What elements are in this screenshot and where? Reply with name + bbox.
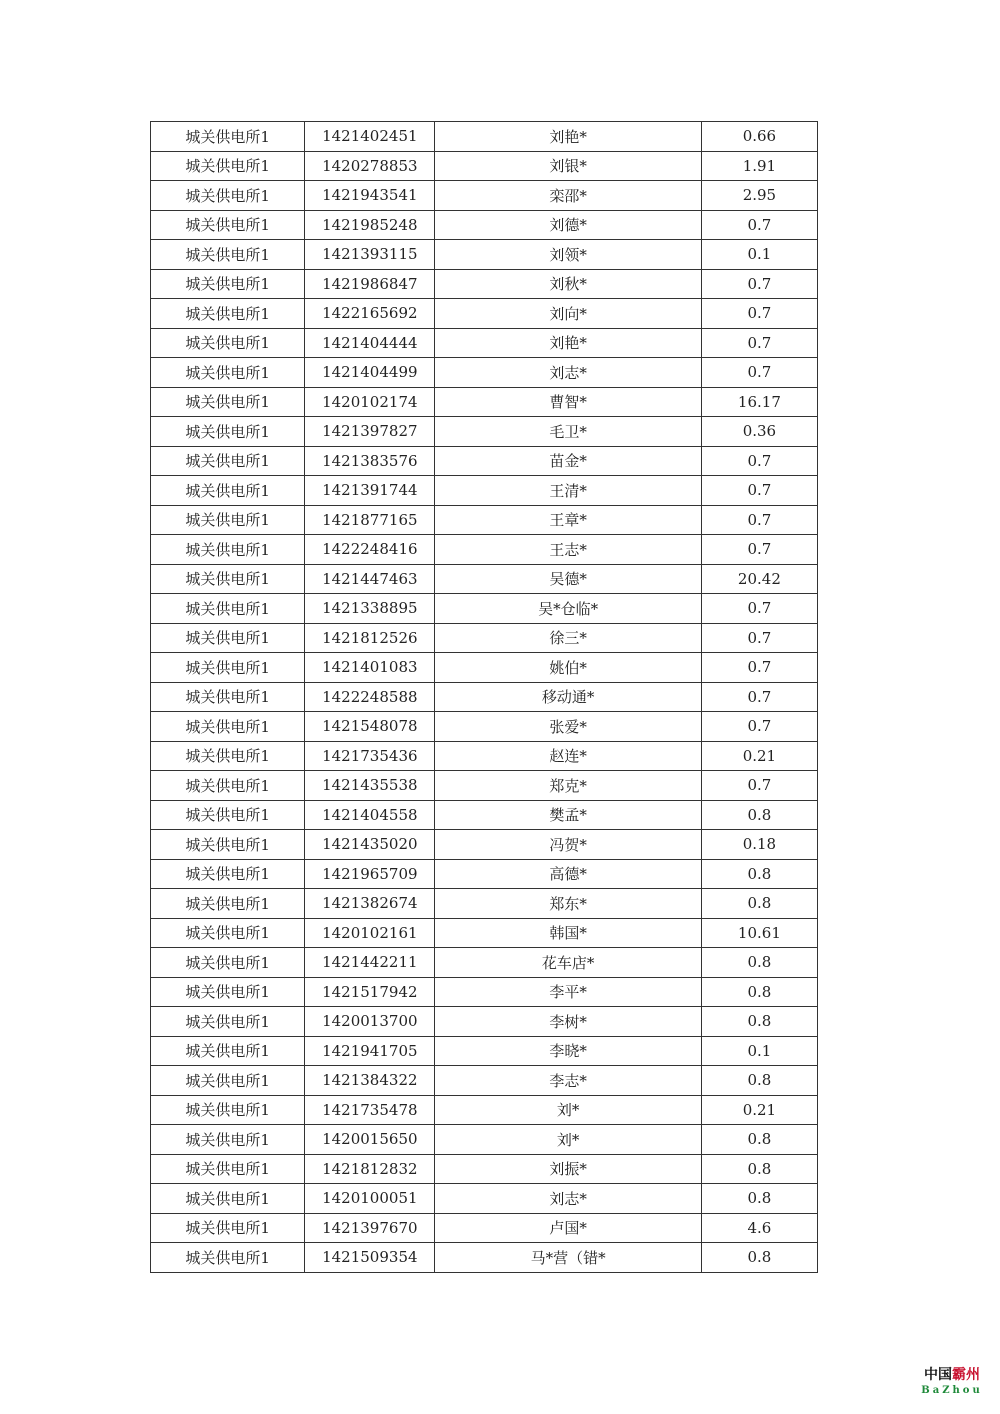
value-cell: 0.8 — [701, 977, 817, 1007]
value-cell: 0.1 — [701, 1036, 817, 1066]
value-cell: 0.36 — [701, 417, 817, 447]
station-cell: 城关供电所1 — [151, 181, 305, 211]
station-cell: 城关供电所1 — [151, 446, 305, 476]
account-cell: 1421735478 — [305, 1095, 435, 1125]
watermark-cn-part2: 霸州 — [952, 1367, 980, 1383]
table-row — [151, 741, 818, 771]
account-cell: 1421812832 — [305, 1154, 435, 1184]
account-cell: 1421397827 — [305, 417, 435, 447]
value-cell: 0.7 — [701, 446, 817, 476]
station-cell: 城关供电所1 — [151, 240, 305, 270]
value-cell: 0.18 — [701, 830, 817, 860]
station-cell: 城关供电所1 — [151, 122, 305, 152]
station-cell: 城关供电所1 — [151, 1007, 305, 1037]
account-cell: 1421943541 — [305, 181, 435, 211]
table-row — [151, 240, 818, 270]
table-row — [151, 151, 818, 181]
name-cell: 郑克* — [435, 771, 701, 801]
table-body — [151, 122, 818, 1273]
account-cell: 1421435020 — [305, 830, 435, 860]
station-cell: 城关供电所1 — [151, 948, 305, 978]
name-cell: 刘德* — [435, 210, 701, 240]
value-cell: 4.6 — [701, 1213, 817, 1243]
value-cell: 0.7 — [701, 771, 817, 801]
value-cell: 0.8 — [701, 1243, 817, 1273]
station-cell: 城关供电所1 — [151, 859, 305, 889]
account-cell: 1421517942 — [305, 977, 435, 1007]
value-cell: 20.42 — [701, 564, 817, 594]
station-cell: 城关供电所1 — [151, 387, 305, 417]
value-cell: 0.7 — [701, 328, 817, 358]
name-cell: 刘秋* — [435, 269, 701, 299]
table-row — [151, 181, 818, 211]
table-row — [151, 1154, 818, 1184]
table-row — [151, 948, 818, 978]
value-cell: 0.66 — [701, 122, 817, 152]
account-cell: 1420102161 — [305, 918, 435, 948]
data-table — [150, 121, 818, 1273]
table-row — [151, 387, 818, 417]
name-cell: 吴*仓临* — [435, 594, 701, 624]
station-cell: 城关供电所1 — [151, 977, 305, 1007]
table-row — [151, 535, 818, 565]
account-cell: 1422248416 — [305, 535, 435, 565]
name-cell: 王志* — [435, 535, 701, 565]
value-cell: 0.8 — [701, 1184, 817, 1214]
value-cell: 10.61 — [701, 918, 817, 948]
account-cell: 1421402451 — [305, 122, 435, 152]
account-cell: 1420015650 — [305, 1125, 435, 1155]
station-cell: 城关供电所1 — [151, 1066, 305, 1096]
name-cell: 刘艳* — [435, 122, 701, 152]
table-row — [151, 889, 818, 919]
name-cell: 毛卫* — [435, 417, 701, 447]
value-cell: 0.8 — [701, 948, 817, 978]
station-cell: 城关供电所1 — [151, 564, 305, 594]
account-cell: 1421404499 — [305, 358, 435, 388]
name-cell: 马*营（错* — [435, 1243, 701, 1273]
table-row — [151, 918, 818, 948]
station-cell: 城关供电所1 — [151, 1184, 305, 1214]
value-cell: 0.8 — [701, 800, 817, 830]
station-cell: 城关供电所1 — [151, 712, 305, 742]
station-cell: 城关供电所1 — [151, 151, 305, 181]
name-cell: 栾邵* — [435, 181, 701, 211]
account-cell: 1421384322 — [305, 1066, 435, 1096]
account-cell: 1421548078 — [305, 712, 435, 742]
table-row — [151, 653, 818, 683]
value-cell: 0.8 — [701, 1154, 817, 1184]
station-cell: 城关供电所1 — [151, 800, 305, 830]
value-cell: 0.8 — [701, 1066, 817, 1096]
name-cell: 韩国* — [435, 918, 701, 948]
value-cell: 0.7 — [701, 594, 817, 624]
name-cell: 刘* — [435, 1125, 701, 1155]
value-cell: 16.17 — [701, 387, 817, 417]
value-cell: 0.8 — [701, 1007, 817, 1037]
watermark-logo — [920, 1364, 984, 1396]
value-cell: 0.21 — [701, 741, 817, 771]
table-row — [151, 594, 818, 624]
account-cell: 1421404444 — [305, 328, 435, 358]
station-cell: 城关供电所1 — [151, 653, 305, 683]
station-cell: 城关供电所1 — [151, 476, 305, 506]
table-row — [151, 1066, 818, 1096]
station-cell: 城关供电所1 — [151, 417, 305, 447]
watermark-cn-part1: 中国 — [924, 1367, 952, 1383]
station-cell: 城关供电所1 — [151, 1243, 305, 1273]
station-cell: 城关供电所1 — [151, 741, 305, 771]
table-row — [151, 1213, 818, 1243]
account-cell: 1421812526 — [305, 623, 435, 653]
station-cell: 城关供电所1 — [151, 210, 305, 240]
name-cell: 刘* — [435, 1095, 701, 1125]
account-cell: 1421965709 — [305, 859, 435, 889]
account-cell: 1420102174 — [305, 387, 435, 417]
account-cell: 1421509354 — [305, 1243, 435, 1273]
name-cell: 李平* — [435, 977, 701, 1007]
name-cell: 吴德* — [435, 564, 701, 594]
table-row — [151, 712, 818, 742]
account-cell: 1422248588 — [305, 682, 435, 712]
name-cell: 移动通* — [435, 682, 701, 712]
table-row — [151, 358, 818, 388]
name-cell: 李树* — [435, 1007, 701, 1037]
value-cell: 0.7 — [701, 210, 817, 240]
account-cell: 1421735436 — [305, 741, 435, 771]
account-cell: 1421877165 — [305, 505, 435, 535]
station-cell: 城关供电所1 — [151, 771, 305, 801]
value-cell: 2.95 — [701, 181, 817, 211]
table-row — [151, 1007, 818, 1037]
account-cell: 1421382674 — [305, 889, 435, 919]
name-cell: 刘向* — [435, 299, 701, 329]
account-cell: 1421941705 — [305, 1036, 435, 1066]
name-cell: 刘领* — [435, 240, 701, 270]
name-cell: 樊孟* — [435, 800, 701, 830]
value-cell: 0.8 — [701, 889, 817, 919]
name-cell: 刘志* — [435, 1184, 701, 1214]
table-row — [151, 476, 818, 506]
table-row — [151, 1243, 818, 1273]
table-row — [151, 977, 818, 1007]
account-cell: 1421397670 — [305, 1213, 435, 1243]
table-row — [151, 859, 818, 889]
account-cell: 1421442211 — [305, 948, 435, 978]
account-cell: 1421985248 — [305, 210, 435, 240]
watermark-cn — [920, 1364, 984, 1384]
account-cell: 1421404558 — [305, 800, 435, 830]
account-cell: 1420278853 — [305, 151, 435, 181]
value-cell: 0.7 — [701, 653, 817, 683]
account-cell: 1421435538 — [305, 771, 435, 801]
value-cell: 0.7 — [701, 269, 817, 299]
name-cell: 花车店* — [435, 948, 701, 978]
account-cell: 1421338895 — [305, 594, 435, 624]
account-cell: 1422165692 — [305, 299, 435, 329]
station-cell: 城关供电所1 — [151, 328, 305, 358]
table-row — [151, 623, 818, 653]
value-cell: 0.7 — [701, 299, 817, 329]
station-cell: 城关供电所1 — [151, 1125, 305, 1155]
name-cell: 刘艳* — [435, 328, 701, 358]
value-cell: 0.8 — [701, 859, 817, 889]
table-row — [151, 682, 818, 712]
table-row — [151, 830, 818, 860]
station-cell: 城关供电所1 — [151, 623, 305, 653]
station-cell: 城关供电所1 — [151, 1036, 305, 1066]
table-row — [151, 1036, 818, 1066]
station-cell: 城关供电所1 — [151, 682, 305, 712]
table-row — [151, 771, 818, 801]
station-cell: 城关供电所1 — [151, 505, 305, 535]
station-cell: 城关供电所1 — [151, 299, 305, 329]
table-row — [151, 328, 818, 358]
value-cell: 1.91 — [701, 151, 817, 181]
name-cell: 刘银* — [435, 151, 701, 181]
table-row — [151, 299, 818, 329]
name-cell: 张爱* — [435, 712, 701, 742]
name-cell: 李志* — [435, 1066, 701, 1096]
value-cell: 0.1 — [701, 240, 817, 270]
station-cell: 城关供电所1 — [151, 830, 305, 860]
station-cell: 城关供电所1 — [151, 1213, 305, 1243]
name-cell: 冯贺* — [435, 830, 701, 860]
name-cell: 徐三* — [435, 623, 701, 653]
name-cell: 曹智* — [435, 387, 701, 417]
table-row — [151, 122, 818, 152]
value-cell: 0.7 — [701, 712, 817, 742]
name-cell: 刘振* — [435, 1154, 701, 1184]
name-cell: 姚伯* — [435, 653, 701, 683]
station-cell: 城关供电所1 — [151, 269, 305, 299]
table-row — [151, 417, 818, 447]
name-cell: 苗金* — [435, 446, 701, 476]
name-cell: 高德* — [435, 859, 701, 889]
station-cell: 城关供电所1 — [151, 889, 305, 919]
station-cell: 城关供电所1 — [151, 918, 305, 948]
account-cell: 1421391744 — [305, 476, 435, 506]
station-cell: 城关供电所1 — [151, 1095, 305, 1125]
value-cell: 0.8 — [701, 1125, 817, 1155]
name-cell: 王清* — [435, 476, 701, 506]
name-cell: 王章* — [435, 505, 701, 535]
value-cell: 0.21 — [701, 1095, 817, 1125]
station-cell: 城关供电所1 — [151, 1154, 305, 1184]
table-row — [151, 210, 818, 240]
station-cell: 城关供电所1 — [151, 594, 305, 624]
name-cell: 赵连* — [435, 741, 701, 771]
value-cell: 0.7 — [701, 682, 817, 712]
value-cell: 0.7 — [701, 505, 817, 535]
account-cell: 1421447463 — [305, 564, 435, 594]
table-row — [151, 446, 818, 476]
table-row — [151, 564, 818, 594]
table-row — [151, 505, 818, 535]
station-cell: 城关供电所1 — [151, 358, 305, 388]
name-cell: 刘志* — [435, 358, 701, 388]
value-cell: 0.7 — [701, 623, 817, 653]
station-cell: 城关供电所1 — [151, 535, 305, 565]
value-cell: 0.7 — [701, 535, 817, 565]
name-cell: 李晓* — [435, 1036, 701, 1066]
table-row — [151, 1095, 818, 1125]
account-cell: 1421393115 — [305, 240, 435, 270]
name-cell: 卢国* — [435, 1213, 701, 1243]
table-row — [151, 269, 818, 299]
account-cell: 1420100051 — [305, 1184, 435, 1214]
account-cell: 1421401083 — [305, 653, 435, 683]
account-cell: 1420013700 — [305, 1007, 435, 1037]
value-cell: 0.7 — [701, 358, 817, 388]
account-cell: 1421986847 — [305, 269, 435, 299]
table-row — [151, 800, 818, 830]
name-cell: 郑东* — [435, 889, 701, 919]
table-row — [151, 1125, 818, 1155]
watermark-en: BaZhou — [921, 1385, 983, 1396]
value-cell: 0.7 — [701, 476, 817, 506]
table-row — [151, 1184, 818, 1214]
account-cell: 1421383576 — [305, 446, 435, 476]
